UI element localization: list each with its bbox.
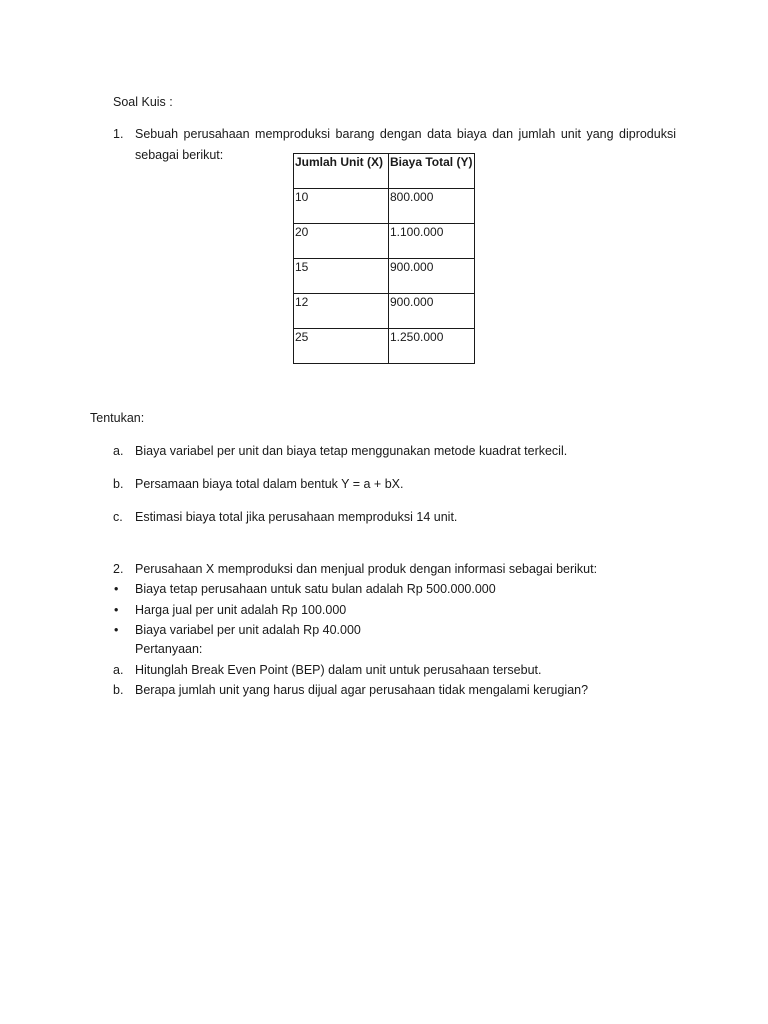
table-row	[294, 294, 475, 329]
bullet-marker: •	[114, 623, 119, 637]
list-item: Biaya variabel per unit dan biaya tetap menggunakan metode kuadrat terkecil.	[135, 444, 568, 458]
list-marker: b.	[113, 477, 124, 491]
list-item: Biaya tetap perusahaan untuk satu bulan adalah Rp 500.000.000	[135, 582, 496, 596]
table-cell: 10	[294, 189, 389, 224]
list-item: Biaya variabel per unit adalah Rp 40.000	[135, 623, 361, 637]
bullet-marker: •	[114, 582, 119, 596]
table-row	[294, 189, 475, 224]
list-item: Hitunglah Break Even Point (BEP) dalam unit untuk perusahaan tersebut.	[135, 663, 542, 677]
list-marker: c.	[113, 510, 123, 524]
table-cell: 15	[294, 259, 389, 294]
table-header-cell: Biaya Total (Y)	[389, 154, 475, 189]
table-cell: 900.000	[389, 294, 475, 329]
questions-label: Pertanyaan:	[135, 642, 203, 656]
table-row	[294, 224, 475, 259]
question-2-number: 2.	[113, 562, 124, 576]
table-cell: 1.100.000	[389, 224, 475, 259]
list-marker: b.	[113, 683, 124, 697]
table-cell: 900.000	[389, 259, 475, 294]
page-title: Soal Kuis :	[113, 95, 173, 109]
table-cell: 20	[294, 224, 389, 259]
list-item: Persamaan biaya total dalam bentuk Y = a + bX.	[135, 477, 404, 491]
table-cell: 25	[294, 329, 389, 364]
list-marker: a.	[113, 444, 124, 458]
instruction-label: Tentukan:	[90, 411, 145, 425]
table-row	[294, 259, 475, 294]
bullet-marker: •	[114, 603, 119, 617]
question-1-number: 1.	[113, 127, 124, 141]
list-item: Estimasi biaya total jika perusahaan memproduksi 14 unit.	[135, 510, 458, 524]
table-row	[294, 329, 475, 364]
table-cell: 1.250.000	[389, 329, 475, 364]
table-cell: 800.000	[389, 189, 475, 224]
question-1-text-line2: sebagai berikut:	[135, 148, 224, 162]
list-item: Berapa jumlah unit yang harus dijual agar perusahaan tidak mengalami kerugian?	[135, 683, 589, 697]
cost-data-table	[293, 153, 475, 364]
list-item: Harga jual per unit adalah Rp 100.000	[135, 603, 347, 617]
list-marker: a.	[113, 663, 124, 677]
question-2-intro: Perusahaan X memproduksi dan menjual produk dengan informasi sebagai berikut:	[135, 562, 598, 576]
question-1-text-line1: Sebuah perusahaan memproduksi barang dengan data biaya dan jumlah unit yang diproduksi	[135, 127, 676, 141]
table-header-cell: Jumlah Unit (X)	[294, 154, 389, 189]
table-header-row	[294, 154, 475, 189]
table-cell: 12	[294, 294, 389, 329]
